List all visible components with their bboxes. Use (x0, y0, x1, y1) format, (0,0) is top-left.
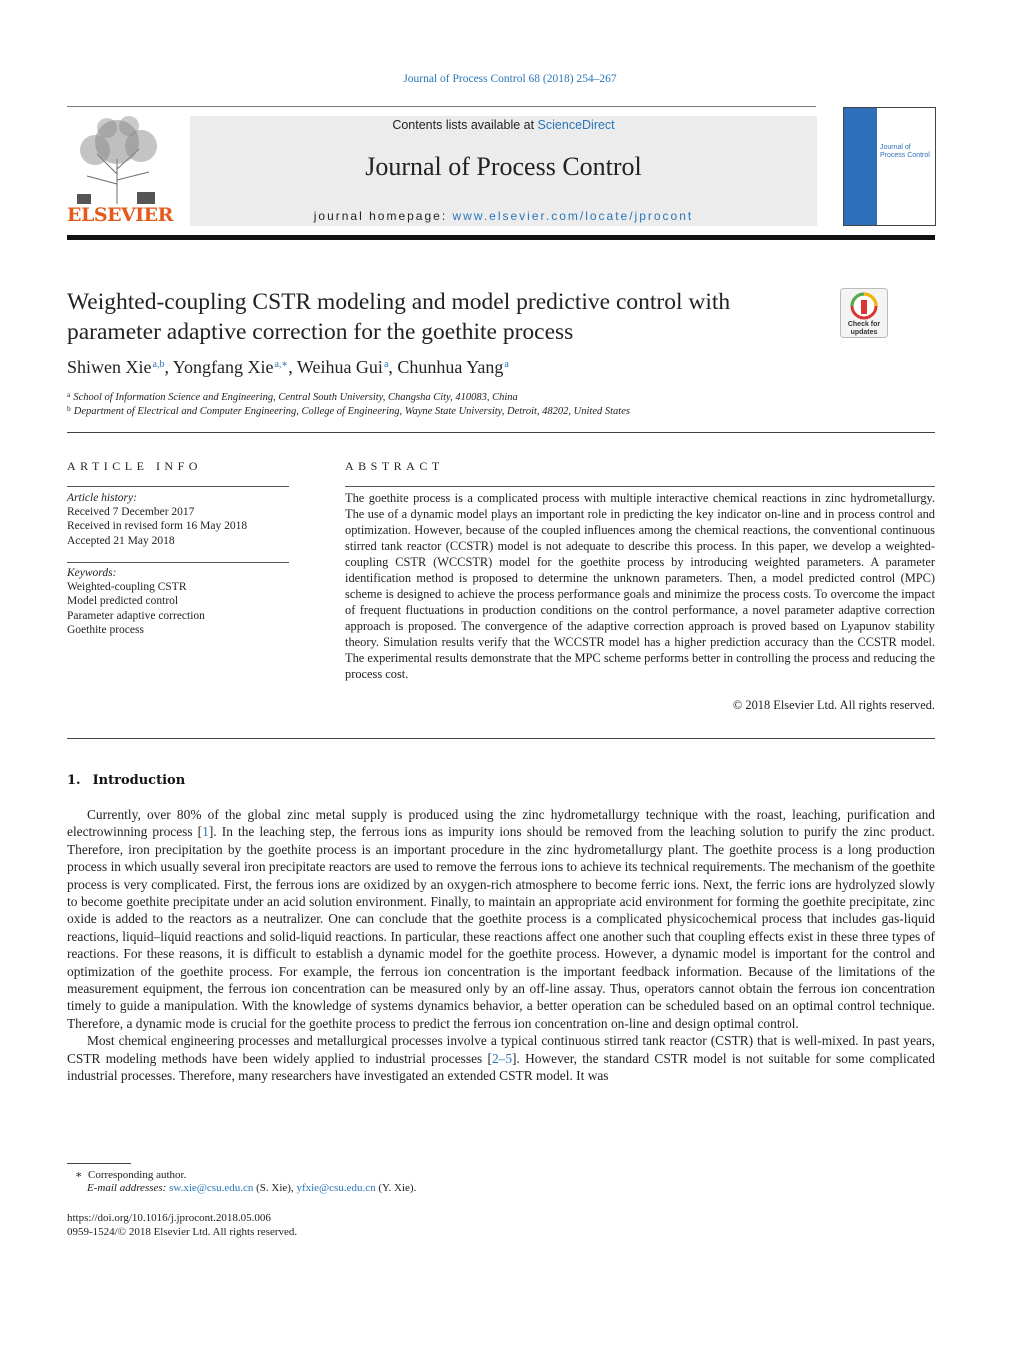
elsevier-wordmark: ELSEVIER (67, 204, 173, 226)
author-name[interactable]: Weihua Gui (296, 357, 383, 377)
author-list: Shiwen Xie$^{a,b}$, Yongfang Xie$^{a,∗}$, Weihua Gui$^a$, Chunhua Yang$^a$ (67, 357, 509, 377)
affiliation-mark: b (67, 404, 71, 413)
journal-masthead (190, 116, 817, 226)
cover-text-line: Journal of (880, 144, 911, 151)
section-heading-introduction (67, 773, 185, 788)
article-info-heading: ARTICLE INFO (67, 459, 202, 473)
article-title (67, 287, 827, 347)
header-rule (67, 106, 816, 107)
crossmark-badge[interactable] (840, 288, 888, 338)
email-link[interactable]: yfxie@csu.edu.cn (296, 1182, 376, 1194)
corresponding-author-note (75, 1168, 186, 1181)
info-rule (67, 562, 289, 563)
keyword-item: Goethite process (67, 623, 144, 636)
crossmark-label: Check for updates (847, 321, 881, 336)
section-rule (67, 738, 935, 739)
homepage-link[interactable]: www.elsevier.com/locate/jprocont (452, 209, 694, 223)
history-item: Received 7 December 2017 (67, 506, 195, 519)
elsevier-tree-logo[interactable] (67, 114, 173, 226)
title-line: Weighted-coupling CSTR modeling and model predictive control with (67, 289, 731, 315)
paragraph-text: ]. In the leaching step, the ferrous ions as impurity ions should be removed from the leaching solution to purify the zinc product. Therefore, iron precipitation by the goethite process is an important procedure in the zinc hydrometallurgy plant. The goethite process is a long production process in which usually several iron precipitate reactors are used to remove the ferrous ions to achieve its technical requirements. The mechanism of the goethite process is very complicated. First, the ferrous ions are oxidized by an oxygen-rich atmosphere to become ferric ions. Next, the ferric ions are hydrolyzed slowly to become goethite precipitate under an acid solution environment. Finally, to maintain an appropriate acid environment for forming the goethite precipitate, zinc oxide is added to the reactors as a neutralizer. One can conclude that the goethite process is a complicated physicochemical process that includes gas-liquid reactions, liquid–liquid reactions and solid-liquid reactions. In particular, these reactions affect one another such that coupling effects exist in these three types of reactions. For these reasons, it is difficult to establish a dynamic model for the goethite process. However, a dynamic model is important for the control and optimization of the goethite process. For example, the ferrous ion concentration is the important feedback information. Because of the limitations of the measurement equipment, the ferrous ion concentration can be measured only by an off-line assay. Thus, operators cannot obtain the ferrous ion concentration timely to guide a manipulation. With the knowledge of systems dynamics behavior, a better operation can be scheduled based on an optimal control technique. Therefore, a dynamic mode is crucial for the goethite process to predict the ferrous ion concentration on-line and design optimal control. (67, 824, 935, 1031)
email-addresses-note (87, 1182, 416, 1194)
tree-icon (67, 114, 167, 206)
homepage-prefix: journal homepage: (313, 209, 453, 223)
author-name[interactable]: Yongfang Xie (172, 357, 274, 377)
email-link[interactable]: sw.xie@csu.edu.cn (169, 1182, 254, 1194)
contents-available-line (190, 118, 817, 132)
footnote-mark: ∗ (75, 1169, 83, 1181)
section-number: 1. (67, 773, 81, 788)
cover-band (844, 108, 877, 225)
email-owner: (Y. Xie). (375, 1182, 417, 1194)
body-text (67, 806, 935, 1085)
abstract-heading: ABSTRACT (345, 459, 444, 473)
footnote-rule (67, 1163, 131, 1164)
affiliation-text: Department of Electrical and Computer Engineering, College of Engineering, Wayne State University, Detroit, 48202, United States (73, 406, 630, 417)
keywords-heading: Keywords: (67, 567, 117, 579)
journal-title: Journal of Process Control (365, 152, 642, 181)
abstract-rule (345, 486, 935, 487)
paragraph-text: Currently, over 80% of the global zinc metal supply is produced using the zinc hydrometallurgy technique with the roast, leaching, purification and electrowinning process [ (67, 807, 935, 840)
history-heading: Article history: (67, 492, 137, 504)
keyword-item: Model predicted control (67, 595, 179, 608)
info-rule (67, 486, 289, 487)
article-history (67, 491, 289, 548)
email-label: E-mail addresses: (87, 1182, 167, 1194)
keyword-item: Weighted-coupling CSTR (67, 581, 187, 594)
issn-copyright: 0959-1524/© 2018 Elsevier Ltd. All rights reserved. (67, 1226, 298, 1238)
keywords (67, 566, 289, 637)
keyword-item: Parameter adaptive correction (67, 609, 205, 622)
paragraph-text: ]. However, the standard CSTR model is not suitable for some complicated industrial processes. Therefore, many researchers have investigated an extended CSTR model. It was (67, 1050, 935, 1084)
abstract-text: The goethite process is a complicated process with multiple interactive chemical reactions in zinc hydrometallurgy. The use of a dynamic model plays an important role in predicting the key indicator on-line and in process control and optimization. However, because of the coupled influences among the chemical reactions, the conventional continuous stirred tank reactor (CCSTR) model is not adequate to describe this process. In this paper, we develop a weighted-coupling CSTR (WCCSTR) model for the goethite process by introducing weighted parameters. A parameter identification method is proposed to determine the unknown parameters. Then, a model predicted control (MPC) scheme is designed to achieve the process performance goals and minimize the process costs. To overcome the impact of frequent fluctuations in production conditions on the control performance, a novel parameter adaptive correction approach is proposed. The convergence of the adaptive correction approach is proved based on Lyapunov stability theory. Simulation results verify that the WCCSTR model has a higher prediction accuracy than the CCSTR model. The experimental results demonstrate that the MPC scheme performs better in controlling the process and reducing the process cost. (345, 491, 935, 681)
doi-link[interactable]: https://doi.org/10.1016/j.jprocont.2018.05.006 (67, 1212, 271, 1224)
journal-homepage-line (190, 209, 817, 223)
paragraph-text: Most chemical engineering processes and metallurgical processes involve a typical continuous stirred tank reactor (CSTR) that is well-mixed. In past years, CSTR modeling methods have been widely applied to industrial processes [ (67, 1033, 935, 1066)
cover-text (880, 144, 930, 160)
footnote-text: Corresponding author. (87, 1169, 187, 1181)
author-affil-mark[interactable]: a,∗ (274, 359, 289, 370)
reference-link[interactable]: 2–5 (491, 1050, 513, 1066)
author-name[interactable]: Chunhua Yang (397, 357, 504, 377)
journal-cover-thumbnail[interactable] (843, 107, 936, 226)
author-affil-mark[interactable]: a (504, 359, 509, 370)
paragraph (67, 1032, 935, 1084)
masthead-thick-rule (67, 235, 935, 240)
reference-link[interactable]: 1 (202, 824, 209, 840)
contents-prefix: Contents lists available at (392, 118, 538, 132)
section-rule (67, 432, 935, 433)
affiliation-mark: a (67, 390, 71, 399)
history-item: Received in revised form 16 May 2018 (67, 520, 248, 533)
journal-citation[interactable]: Journal of Process Control 68 (2018) 254–267 (403, 73, 617, 85)
affiliation (67, 404, 630, 417)
author-affil-mark[interactable]: a,b (152, 359, 165, 370)
title-line: parameter adaptive correction for the goethite process (67, 319, 574, 345)
affiliation-text: School of Information Science and Engineering, Central South University, Changsha City, 410083, China (73, 392, 518, 403)
author-affil-mark[interactable]: a (383, 359, 389, 370)
abstract-copyright: © 2018 Elsevier Ltd. All rights reserved. (732, 698, 935, 712)
author-name[interactable]: Shiwen Xie (67, 357, 152, 377)
history-item: Accepted 21 May 2018 (67, 534, 175, 547)
section-title: Introduction (92, 773, 186, 788)
affiliation (67, 390, 518, 403)
sciencedirect-link[interactable]: ScienceDirect (537, 118, 615, 132)
paragraph (67, 806, 935, 1032)
cover-text-line: Process Control (880, 152, 930, 159)
email-owner: (S. Xie), (253, 1182, 297, 1194)
